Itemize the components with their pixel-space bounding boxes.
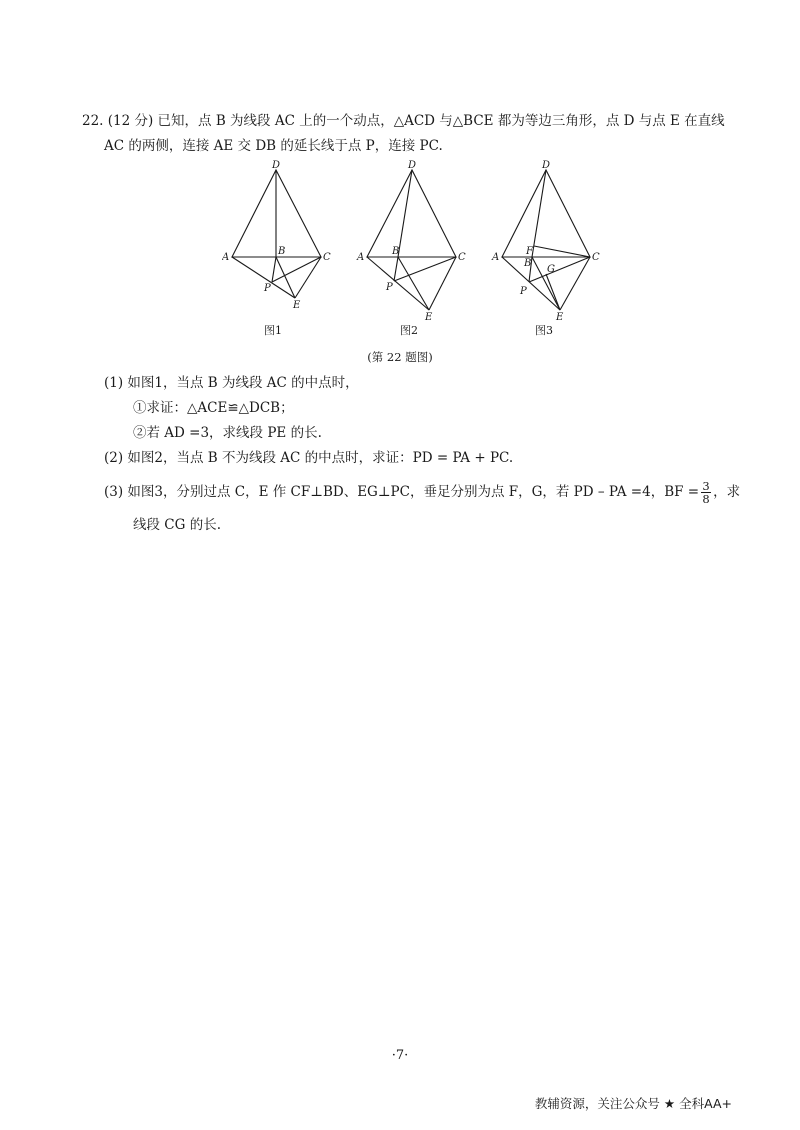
fig2-label-b: B [392,246,400,257]
figure-title: (第 22 题图) [367,350,433,364]
fig2-label-c: C [458,252,466,263]
figure-group [222,160,612,345]
part-1-a: ①求证：△ACE≌△DCB； [133,400,294,416]
fig3-label-p: P [520,286,527,297]
fig3-label-b: B [524,258,532,269]
fig2-label-d: D [408,160,417,171]
fig1-label-d: D [272,160,281,171]
page-number: ·7· [391,1048,409,1063]
figure-3-caption: 图3 [535,324,553,337]
part-3-text: (3) 如图3，分别过点 C，E 作 CF⊥BD、EG⊥PC，垂足分别为点 F，G，若 PD – PA =4，BF = [104,484,700,500]
fig1-label-a: A [222,252,230,263]
fig3-label-d: D [542,160,551,171]
fig2-label-p: P [386,282,393,293]
figure-1-diagram [232,170,321,298]
figure-1-caption: 图1 [264,324,282,337]
figure-2-diagram [367,170,456,310]
figure-2-caption: 图2 [400,324,418,337]
fig1-label-p: P [264,283,271,294]
problem-intro-line-1: 22. (12 分) 已知，点 B 为线段 AC 上的一个动点，△ACD 与△BCE 都为等边三角形，点 D 与点 E 在直线 [82,113,725,129]
part-2: (2) 如图2，当点 B 不为线段 AC 的中点时，求证：PD = PA + PC. [104,450,514,466]
fig1-label-c: C [323,252,331,263]
fig3-label-e: E [556,312,564,323]
fig3-label-a: A [492,252,500,263]
fig2-label-e: E [425,312,433,323]
fraction-3-8 [701,480,711,505]
fig2-label-a: A [357,252,365,263]
part-1: (1) 如图1，当点 B 为线段 AC 的中点时， [104,375,359,391]
fig1-label-e: E [293,300,301,311]
problem-intro-line-2: AC 的两侧，连接 AE 交 DB 的延长线于点 P，连接 PC. [104,138,443,154]
fraction-denominator: 8 [702,492,710,506]
figure-3-diagram [502,170,590,310]
part-3 [104,480,740,505]
fraction-numerator: 3 [702,479,710,493]
part-3-tail: ，求 [713,484,741,500]
part-1-b: ②若 AD =3，求线段 PE 的长. [133,425,322,441]
watermark-text: 教辅资源，关注公众号 ★ 全科AA+ [534,1096,732,1111]
fig3-label-g: G [547,264,555,275]
geometry-figures [222,160,612,345]
fig3-label-c: C [592,252,600,263]
part-3-line-2: 线段 CG 的长. [133,517,221,533]
fig1-label-b: B [278,246,286,257]
fig3-label-f: F [526,246,533,257]
